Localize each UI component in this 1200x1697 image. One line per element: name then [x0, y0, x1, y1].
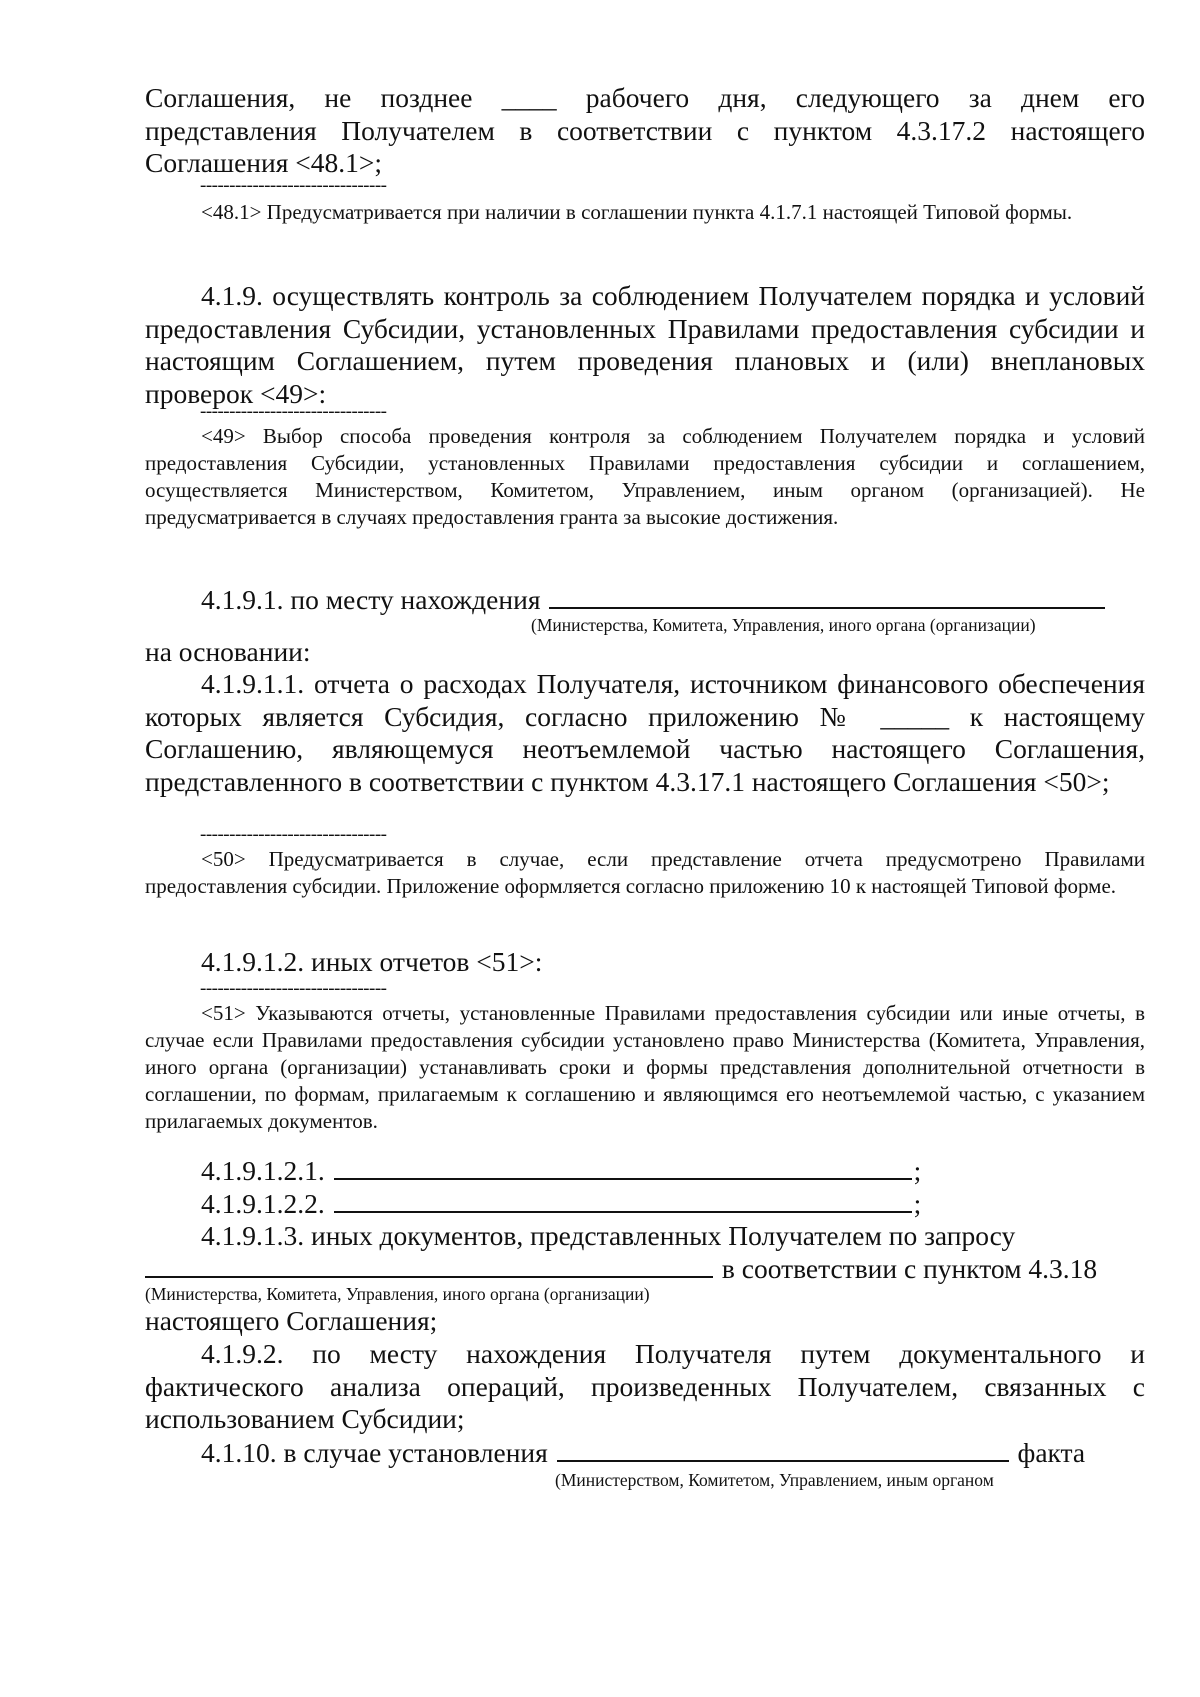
footnote-48-1: <48.1> Предусматривается при наличии в соглашении пункта 4.1.7.1 настоящей Типовой формы. [201, 200, 1073, 224]
item-4-1-9-1-2-2 [201, 1187, 921, 1221]
blank-caption: (Министерства, Комитета, Управления, иного органа (организации) [531, 615, 1036, 635]
fill-in-blank[interactable] [549, 583, 1105, 609]
text-line: Соглашения, не позднее ____ рабочего дня, следующего за днем его [145, 82, 1145, 113]
paragraph-4-1-9-1-2: 4.1.9.1.2. иных отчетов <51>: [201, 946, 543, 977]
footnote-49: <49> Выбор способа проведения контроля за соблюдением Получателем порядка и условий предоставления Субсидии, установленных Правилами предоставления субсидии и соглашением, осуществляется Министерством, Комитетом, Управлением, иным органом (организацией). Не предусматривается в случаях предоставления гранта за высокие достижения. [145, 424, 1145, 529]
footnote-separator: -------------------------------- [200, 401, 387, 422]
footnote-separator: -------------------------------- [200, 175, 387, 196]
footnote-50: <50> Предусматривается в случае, если представление отчета предусмотрено Правилами предоставления субсидии. Приложение оформляется согласно приложению 10 к настоящей Типовой форме. [145, 847, 1145, 898]
item-terminator: ; [913, 1188, 922, 1219]
blank-caption: (Министерства, Комитета, Управления, иного органа (организации) [145, 1284, 650, 1304]
item-terminator: ; [913, 1155, 922, 1186]
paragraph-label: 4.1.10. в случае установления [201, 1437, 548, 1468]
paragraph-4-1-10 [201, 1436, 1085, 1470]
text-fragment: факта [1017, 1437, 1086, 1468]
paragraph-4-1-9-2: 4.1.9.2. по месту нахождения Получателя путем документального и фактического анализа операций, произведенных Получателем, связанных с использованием Субсидии; [145, 1338, 1145, 1434]
blank-caption: (Министерством, Комитетом, Управлением, иным органом [555, 1470, 994, 1490]
paragraph-4-1-9-1-3: 4.1.9.1.3. иных документов, представленных Получателем по запросу [201, 1220, 1016, 1251]
footnote-separator: -------------------------------- [200, 978, 387, 999]
fill-in-blank[interactable] [557, 1436, 1009, 1462]
fill-in-blank[interactable] [334, 1154, 912, 1180]
paragraph-label: 4.1.9.1. по месту нахождения [201, 584, 541, 615]
text-fragment: в соответствии с пунктом 4.3.18 [721, 1253, 1098, 1284]
paragraph-4-1-9-1-1: 4.1.9.1.1. отчета о расходах Получателя, источником финансового обеспечения которых является Субсидия, согласно приложению № _____ к настоящему Соглашению, являющемуся неотъемлемой частью настоящего Соглашения, представленного в соответствии с пунктом 4.3.17.1 настоящего Соглашения <50>; [145, 668, 1145, 797]
paragraph-continuation [145, 82, 1145, 180]
item-number: 4.1.9.1.2.1. [201, 1155, 325, 1186]
text-line: представления Получателем в соответствии с пунктом 4.3.17.2 настоящего [145, 114, 1145, 146]
item-number: 4.1.9.1.2.2. [201, 1188, 325, 1219]
paragraph-4-1-9: 4.1.9. осуществлять контроль за соблюдением Получателем порядка и условий предоставления Субсидии, установленных Правилами предоставления субсидии и настоящим Соглашением, путем проведения плановых и (или) внеплановых проверок <49>: [145, 280, 1145, 409]
fill-in-blank[interactable] [145, 1252, 713, 1278]
text-line: настоящего Соглашения; [145, 1305, 438, 1336]
footnote-separator: -------------------------------- [200, 824, 387, 845]
paragraph-4-1-9-1-3-line2 [145, 1252, 1097, 1286]
fill-in-blank[interactable] [334, 1187, 912, 1213]
item-4-1-9-1-2-1 [201, 1154, 921, 1188]
basis-line: на основании: [145, 636, 311, 667]
footnote-51: <51> Указываются отчеты, установленные Правилами предоставления субсидии или иные отчеты, в случае если Правилами предоставления субсидии установлено право Министерства (Комитета, Управления, иного органа (организации) устанавливать сроки и формы представления дополнительной отчетности в соглашении, по формам, прилагаемым к соглашению и являющимся его неотъемлемой частью, с указанием прилагаемых документов. [145, 1001, 1145, 1133]
text-line: Соглашения <48.1>; [145, 147, 383, 178]
paragraph-4-1-9-1 [201, 583, 1107, 617]
